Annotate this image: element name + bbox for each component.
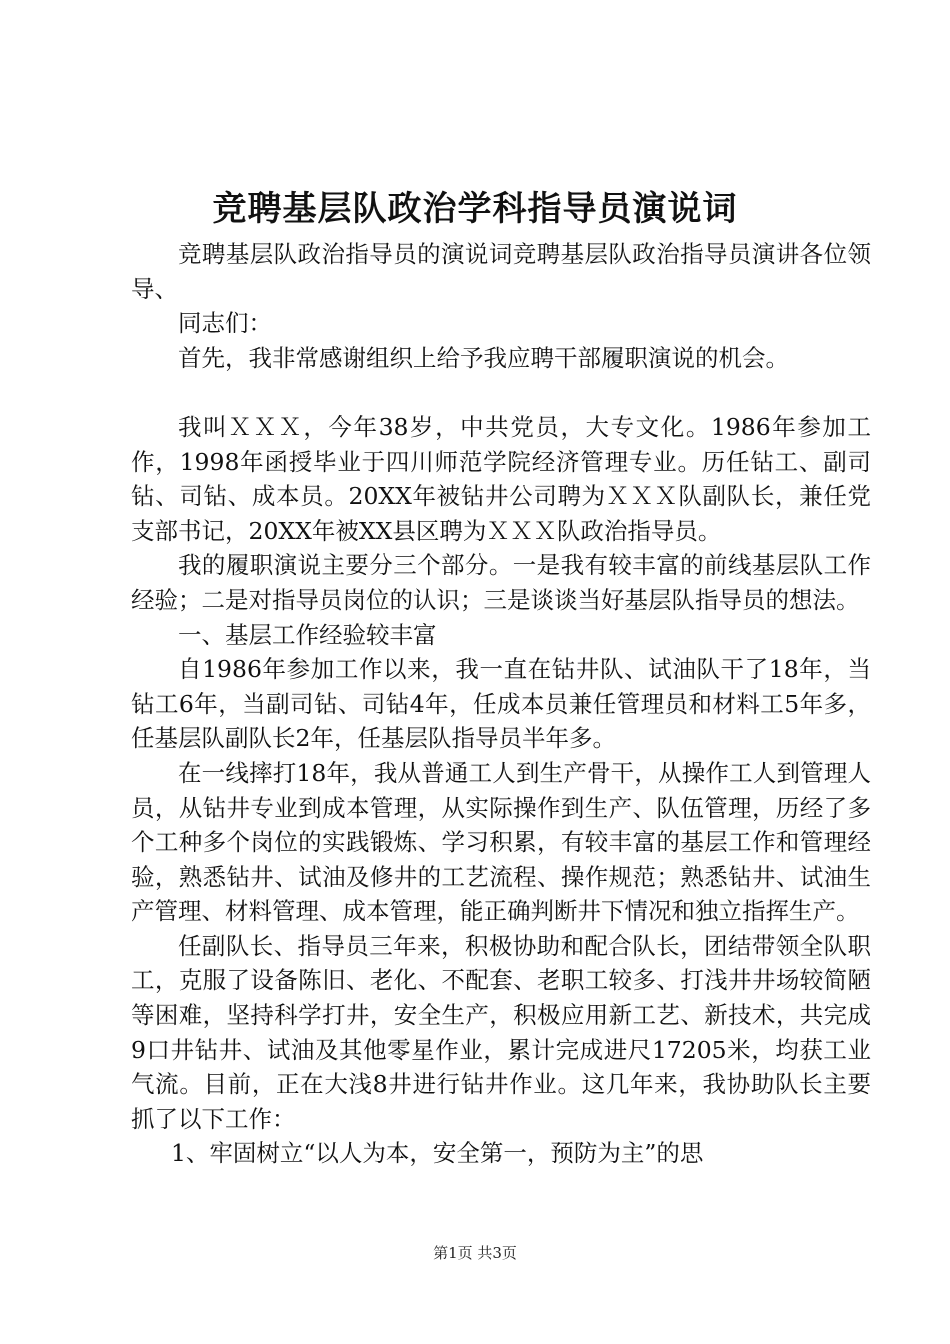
paragraph-opening: 竞聘基层队政治指导员的演说词竞聘基层队政治指导员演讲各位领导、 bbox=[131, 240, 871, 303]
paragraph-salutation: 同志们： bbox=[178, 309, 272, 338]
paragraph-outline: 我的履职演说主要分三个部分。一是我有较丰富的前线基层队工作经验；二是对指导员岗位的认识；三是谈谈当好基层队指导员的想法。 bbox=[131, 551, 871, 614]
page-footer bbox=[0, 1243, 950, 1263]
paragraph-frontline-experience: 在一线摔打18年，我从普通工人到生产骨干，从操作工人到管理人员，从钻井专业到成本管理，从实际操作到生产、队伍管理，历经了多个工种多个岗位的实践锻炼、学习积累，有较丰富的基层工作和管理经验，熟悉钻井、试油及修井的工艺流程、操作规范；熟悉钻井、试油生产管理、材料管理、成本管理，能正确判断井下情况和独立指挥生产。 bbox=[131, 758, 871, 926]
paragraph-self-introduction: 我叫ＸＸＸ，今年38岁，中共党员，大专文化。1986年参加工作，1998年函授毕业于四川师范学院经济管理专业。历任钻工、副司钻、司钻、成本员。20XX年被钻井公司聘为ＸＸＸ队副队长，兼任党支部书记，20XX年被XX县区聘为ＸＸＸ队政治指导员。 bbox=[131, 412, 871, 545]
page-number: 第1页 共3页 bbox=[433, 1244, 517, 1262]
document-body bbox=[131, 237, 871, 1171]
section-heading-experience: 一、基层工作经验较丰富 bbox=[178, 620, 437, 649]
paragraph-thanks: 首先，我非常感谢组织上给予我应聘干部履职演说的机会。 bbox=[178, 343, 789, 372]
document-title: 竞聘基层队政治学科指导员演说词 bbox=[212, 189, 738, 229]
list-item-safety: 1、牢固树立“以人为本，安全第一，预防为主”的思 bbox=[170, 1139, 704, 1168]
paragraph-work-history: 自1986年参加工作以来，我一直在钻井队、试油队干了18年，当钻工6年，当副司钻、司钻4年，任成本员兼任管理员和材料工5年多，任基层队副队长2年，任基层队指导员半年多。 bbox=[131, 655, 871, 753]
paragraph-achievements: 任副队长、指导员三年来，积极协助和配合队长，团结带领全队职工，克服了设备陈旧、老化、不配套、老职工较多、打浅井井场较简陋等困难，坚持科学打井，安全生产，积极应用新工艺、新技术，共完成9口井钻井、试油及其他零星作业，累计完成进尺17205米，均获工业气流。目前，正在大浅8井进行钻井作业。这几年来，我协助队长主要抓了以下工作： bbox=[131, 931, 871, 1133]
